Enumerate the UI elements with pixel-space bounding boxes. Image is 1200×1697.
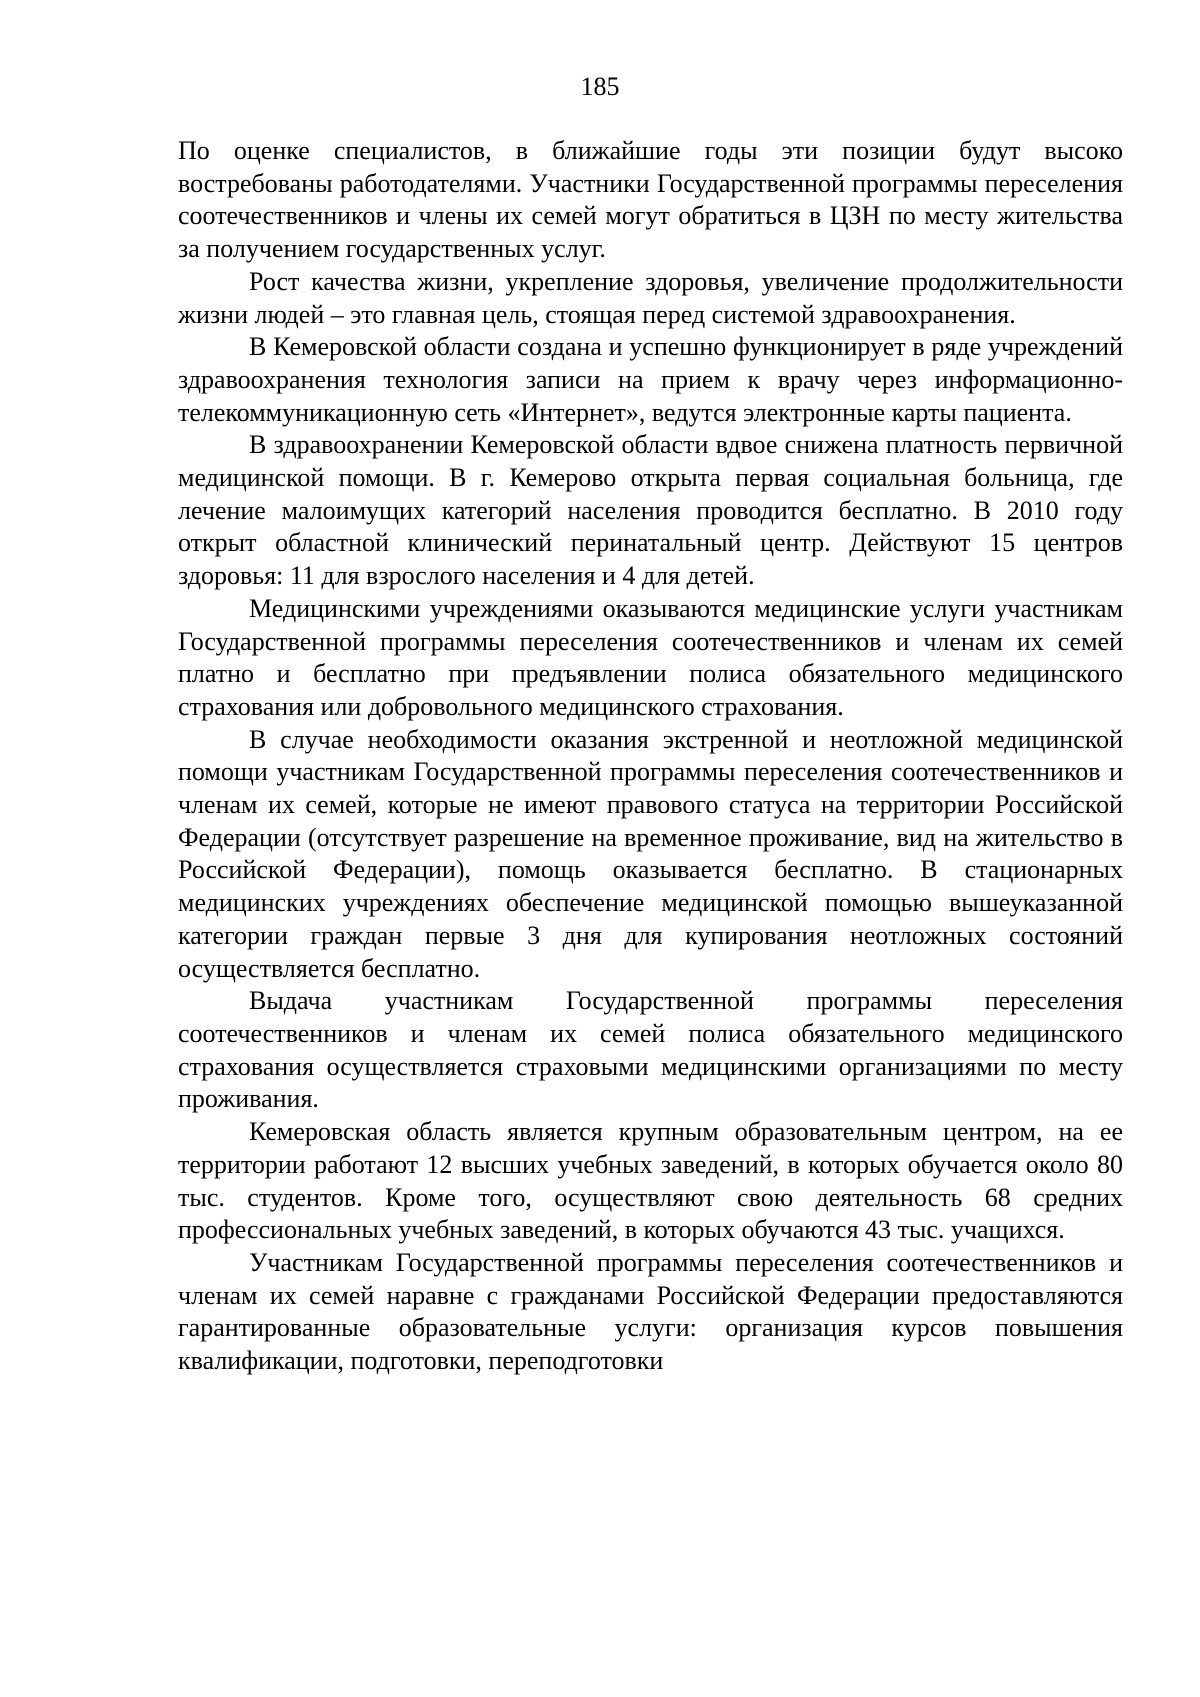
body-text: [178, 135, 1123, 1378]
paragraph-emergency-care: В случае необходимости оказания экстренной и неотложной медицинской помощи участникам Государственной программы переселения соотечественников и членам их семей, которые не имеют правового статуса на территории Российской Федерации (отсутствует разрешение на временное проживание, вид на жительство в Российской Федерации), помощь оказывается бесплатно. В стационарных медицинских учреждениях обеспечение медицинской помощью вышеуказанной категории граждан первые 3 дня для купирования неотложных состояний осуществляется бесплатно.: [178, 724, 1123, 983]
paragraph-job-demand: По оценке специалистов, в ближайшие годы эти позиции будут высоко востребованы работодателями. Участники Государственной программы переселения соотечественников и члены их семей могут обратиться в ЦЗН по месту жительства за получением государственных услуг.: [178, 136, 1123, 264]
paragraph-healthcare-goal: Рост качества жизни, укрепление здоровья, увеличение продолжительности жизни людей – это главная цель, стоящая перед системой здравоохранения.: [178, 266, 1123, 329]
paragraph-online-appointments: В Кемеровской области создана и успешно функционирует в ряде учреждений здравоохранения технология записи на прием к врачу через информационно-телекоммуникационную сеть «Интернет», ведутся электронные карты пациента.: [178, 332, 1123, 427]
page-number: 185: [580, 72, 620, 101]
paragraph-insurance-policy: Выдача участникам Государственной программы переселения соотечественников и членам их семей полиса обязательного медицинского страхования осуществляется страховыми медицинскими организациями по месту проживания.: [178, 986, 1123, 1114]
paragraph-education-services: Участникам Государственной программы переселения соотечественников и членам их семей наравне с гражданами Российской Федерации предоставляются гарантированные образовательные услуги: организация курсов повышения квалификации, подготовки, переподготовки: [178, 1247, 1123, 1376]
paragraph-medical-services: Медицинскими учреждениями оказываются медицинские услуги участникам Государственной программы переселения соотечественников и членам их семей платно и бесплатно при предъявлении полиса обязательного медицинского страхования или добровольного медицинского страхования.: [178, 593, 1123, 721]
paragraph-education-center: Кемеровская область является крупным образовательным центром, на ее территории работают 12 высших учебных заведений, в которых обучается около 80 тыс. студентов. Кроме того, осуществляют свою деятельность 68 средних профессиональных учебных заведений, в которых обучаются 43 тыс. учащихся.: [178, 1117, 1123, 1245]
paragraph-medical-care-cost: В здравоохранении Кемеровской области вдвое снижена платность первичной медицинской помощи. В г. Кемерово открыта первая социальная больница, где лечение малоимущих категорий населения проводится бесплатно. В 2010 году открыт областной клинический перинатальный центр. Действуют 15 центров здоровья: 11 для взрослого населения и 4 для детей.: [178, 430, 1123, 591]
